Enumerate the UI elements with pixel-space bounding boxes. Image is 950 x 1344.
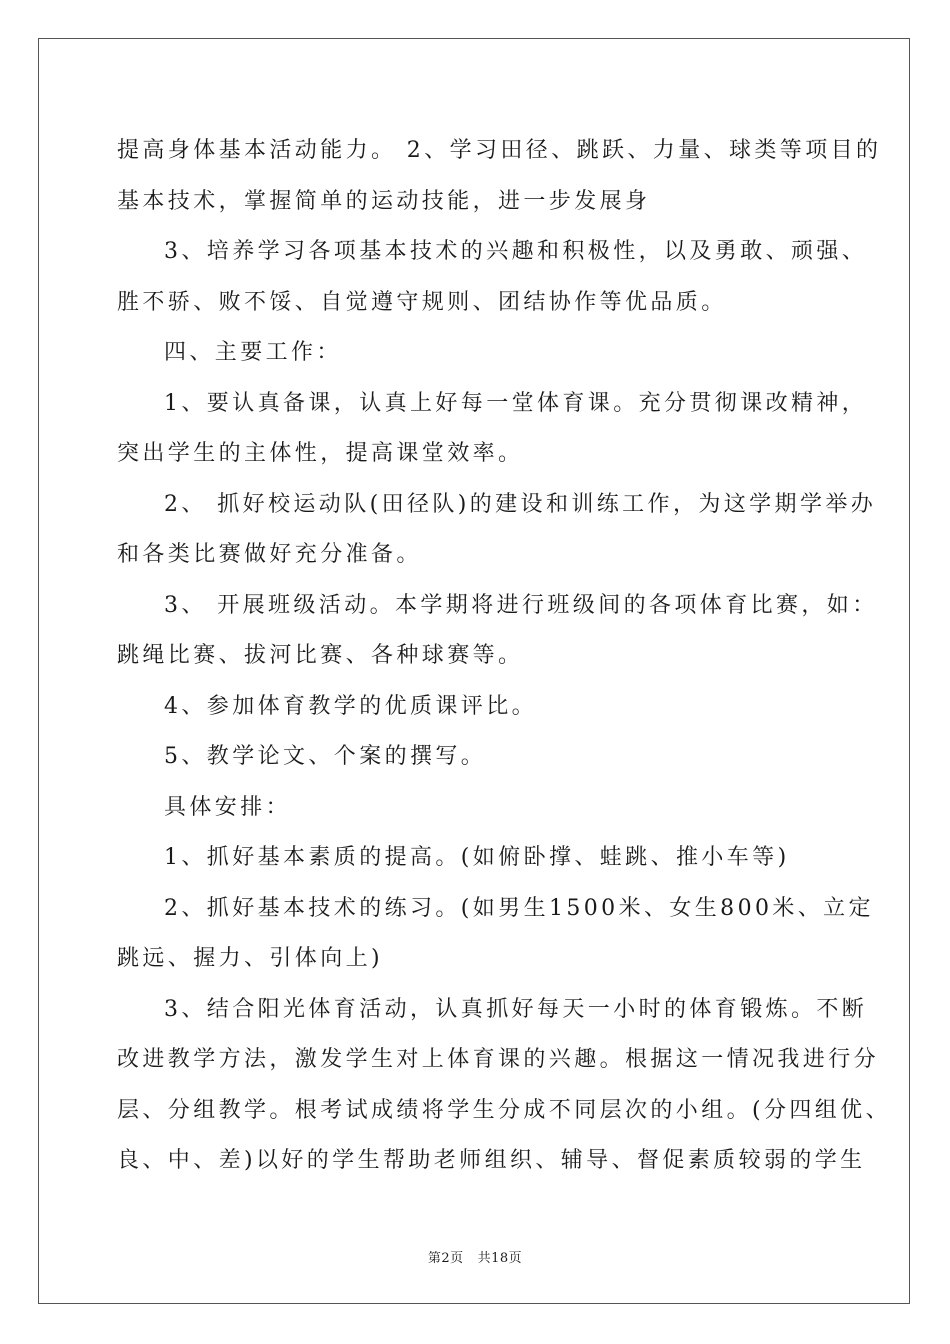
- page-footer: [0, 1247, 950, 1266]
- text-line: 跳绳比赛、拔河比赛、各种球赛等。: [117, 643, 524, 668]
- text-line: 良、中、差)以好的学生帮助老师组织、辅导、督促素质较弱的学生: [117, 1148, 866, 1173]
- text-line: 提高身体基本活动能力。 2、学习田径、跳跃、力量、球类等项目的: [117, 138, 882, 163]
- text-line: 胜不骄、败不馁、自觉遵守规则、团结协作等优品质。: [117, 289, 727, 315]
- text-line: 4、参加体育教学的优质课评比。: [164, 693, 537, 719]
- text-line: 3、结合阳光体育活动，认真抓好每天一小时的体育锻炼。不断: [164, 996, 868, 1022]
- text-line: 2、抓好基本技术的练习。(如男生1500米、女生800米、立定: [164, 895, 874, 921]
- text-line: 改进教学方法，激发学生对上体育课的兴趣。根据这一情况我进行分: [117, 1047, 880, 1072]
- section-heading: 四、主要工作：: [164, 340, 342, 365]
- text-line: 1、要认真备课，认真上好每一堂体育课。充分贯彻课改精神，: [164, 390, 868, 416]
- text-line: 突出学生的主体性，提高课堂效率。: [117, 441, 524, 466]
- text-line: 和各类比赛做好充分准备。: [117, 542, 422, 567]
- page-number: 第2页: [427, 1251, 464, 1266]
- text-line: 2、 抓好校运动队(田径队)的建设和训练工作，为这学期学举办: [164, 491, 877, 517]
- page-total: 共18页: [477, 1251, 523, 1266]
- text-line: 基本技术，掌握简单的运动技能，进一步发展身: [117, 188, 651, 214]
- text-line: 3、 开展班级活动。本学期将进行班级间的各项体育比赛，如：: [164, 592, 878, 618]
- text-line: 层、分组教学。根考试成绩将学生分成不同层次的小组。(分四组优、: [117, 1097, 891, 1123]
- text-line: 5、教学论文、个案的撰写。: [164, 744, 487, 769]
- document-body: [117, 126, 891, 1187]
- text-line: 3、培养学习各项基本技术的兴趣和积极性，以及勇敢、顽强、: [164, 239, 868, 264]
- section-heading: 具体安排：: [164, 794, 292, 820]
- text-line: 跳远、握力、引体向上): [117, 946, 383, 971]
- text-line: 1、抓好基本素质的提高。(如俯卧撑、蛙跳、推小车等): [164, 845, 790, 870]
